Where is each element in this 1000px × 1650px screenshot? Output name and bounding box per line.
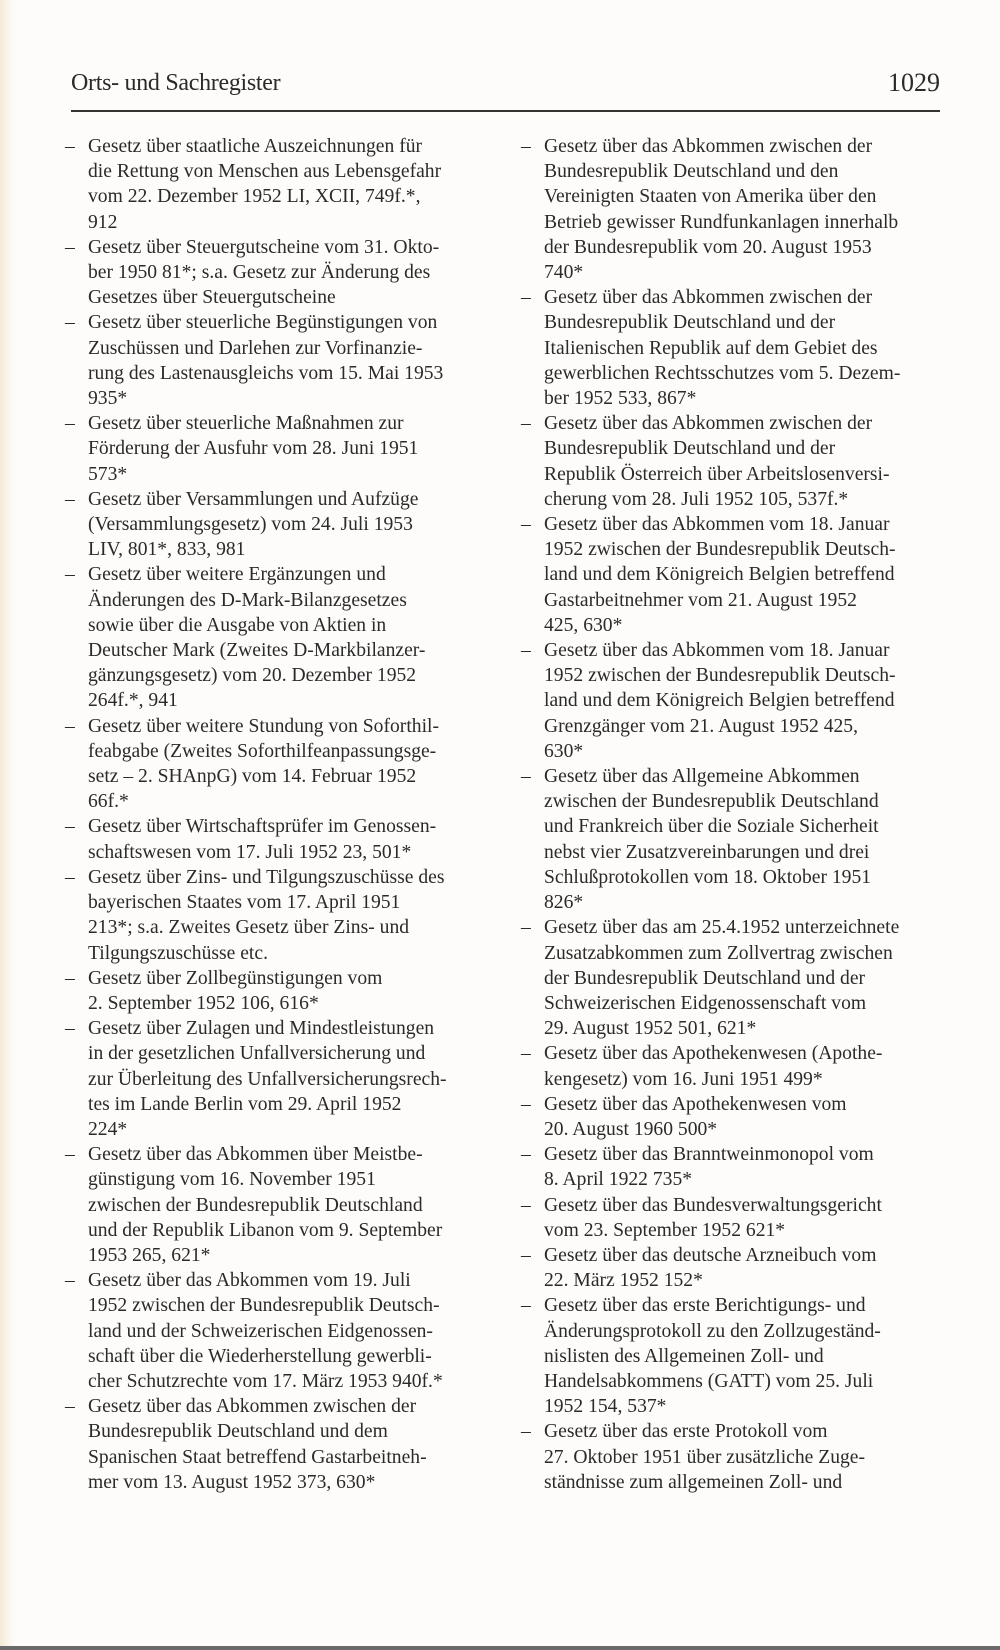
entry-dash: – <box>65 136 75 157</box>
entry-dash: – <box>521 640 531 662</box>
entry-text: Gesetz über das Abkommen vom 18. Januar 1952 zwischen der Bundesrepublik Deutsch- land und dem Königreich Belgien betreffend Grenzgänger vom 21. August 1952 425, 630* <box>544 640 896 762</box>
entry-text: Gesetz über Wirtschaftsprüfer im Genossen- schaftswesen vom 17. Juli 1952 23, 501* <box>88 816 437 863</box>
entry-dash: – <box>65 1270 75 1292</box>
index-entry <box>62 487 482 563</box>
index-entry <box>62 714 482 815</box>
index-entry <box>518 1041 948 1091</box>
entry-text: Gesetz über Zins- und Tilgungszuschüsse des bayerischen Staates vom 17. April 1951 213*; s.a. Zweites Gesetz über Zins- und Tilgungszuschüsse etc. <box>88 866 445 964</box>
index-entry <box>518 134 948 285</box>
index-entry <box>518 285 948 411</box>
entry-dash: – <box>521 136 531 157</box>
index-entry <box>518 1419 948 1495</box>
entry-dash: – <box>65 715 75 737</box>
entry-dash: – <box>65 488 75 510</box>
entry-text: Gesetz über Zulagen und Mindestleistungen in der gesetzlichen Unfallversicherung und zur Überleitung des Unfallversicherungsrech- tes im Lande Berlin vom 29. April 1952 224* <box>88 1018 447 1140</box>
index-entry <box>518 1193 948 1243</box>
page-edge-shadow <box>0 0 14 1650</box>
index-column-left <box>62 134 482 1495</box>
entry-dash: – <box>521 1043 531 1065</box>
entry-dash: – <box>521 1244 531 1266</box>
entry-text: Gesetz über das Bundesverwaltungsgericht vom 23. September 1952 621* <box>544 1194 882 1241</box>
entry-text: Gesetz über das am 25.4.1952 unterzeichnete Zusatzabkommen zum Zollvertrag zwischen der Bundesrepublik Deutschland und der Schweizerischen Eidgenossenschaft vom 29. August 1952 501, 621* <box>544 917 900 1040</box>
index-entry <box>62 814 482 864</box>
entry-dash: – <box>521 287 531 309</box>
entry-dash: – <box>521 514 531 536</box>
index-entry <box>62 1394 482 1495</box>
index-entry <box>518 1142 948 1192</box>
entry-text: Gesetz über das Abkommen zwischen der Bundesrepublik Deutschland und dem Spanischen Staat betreffend Gastarbeitneh- mer vom 13. August 1952 373, 630* <box>88 1396 427 1493</box>
running-header <box>71 66 940 112</box>
entry-dash: – <box>521 766 531 788</box>
entry-text: Gesetz über das Abkommen vom 19. Juli 1952 zwischen der Bundesrepublik Deutsch- land und der Schweizerischen Eidgenossen- schaft über die Wiederherstellung gewerbli- cher Schutzrechte vom 17. März 1953 940f.* <box>88 1270 443 1392</box>
entry-dash: – <box>65 967 75 989</box>
index-entry <box>518 1092 948 1142</box>
index-entry <box>518 411 948 512</box>
entry-dash: – <box>65 413 75 435</box>
entry-text: Gesetz über weitere Stundung von Soforthil- feabgabe (Zweites Soforthilfeanpassungsge- setz – 2. SHAnpG) vom 14. Februar 1952 66f.* <box>88 715 439 813</box>
index-entry <box>518 1293 948 1419</box>
entry-dash: – <box>65 1396 75 1418</box>
index-entry <box>518 638 948 764</box>
entry-text: Gesetz über das Abkommen zwischen der Bundesrepublik Deutschland und der Italienischen Republik auf dem Gebiet des gewerblichen Rechtsschutzes vom 5. Dezem- ber 1952 533, 867* <box>544 287 901 410</box>
entry-text: Gesetz über steuerliche Maßnahmen zur Förderung der Ausfuhr vom 28. Juni 1951 573* <box>88 413 419 485</box>
index-entry <box>518 764 948 915</box>
index-entry <box>62 1016 482 1142</box>
entry-dash: – <box>521 1093 531 1115</box>
entry-text: Gesetz über das Apothekenwesen vom 20. August 1960 500* <box>544 1093 847 1140</box>
entry-text: Gesetz über das Branntweinmonopol vom 8. April 1922 735* <box>544 1144 874 1191</box>
index-entry <box>62 310 482 411</box>
entry-text: Gesetz über steuerliche Begünstigungen von Zuschüssen und Darlehen zur Vorfinanzie- rung des Lastenausgleichs vom 15. Mai 1953 935* <box>88 312 444 410</box>
entry-text: Gesetz über Versammlungen und Aufzüge (Versammlungsgesetz) vom 24. Juli 1953 LIV, 801*, 833, 981 <box>88 488 419 561</box>
entry-text: Gesetz über das erste Protokoll vom 27. Oktober 1951 über zusätzliche Zuge- ständnisse zum allgemeinen Zoll- und <box>544 1421 866 1493</box>
entry-dash: – <box>521 1421 531 1443</box>
entry-text: Gesetz über weitere Ergänzungen und Änderungen des D-Mark-Bilanzgesetzes sowie über die Ausgabe von Aktien in Deutscher Mark (Zweites D-Markbilanzer- gänzungsgesetz) vom 20. Dezember 1952 264f.*, 941 <box>88 564 426 712</box>
index-entry <box>62 865 482 966</box>
index-entry <box>62 966 482 1016</box>
entry-dash: – <box>65 816 75 838</box>
index-entry <box>62 1142 482 1268</box>
index-entry <box>62 235 482 311</box>
bottom-border <box>0 1646 1000 1650</box>
index-entry <box>62 562 482 713</box>
entry-text: Gesetz über Steuergutscheine vom 31. Okto- ber 1950 81*; s.a. Gesetz zur Änderung des Gesetzes über Steuergutscheine <box>88 236 440 309</box>
index-entry <box>518 1243 948 1293</box>
entry-text: Gesetz über staatliche Auszeichnungen für die Rettung von Menschen aus Lebensgefahr vom 22. Dezember 1952 LI, XCII, 749f.*, 912 <box>88 136 442 233</box>
entry-dash: – <box>521 1144 531 1166</box>
entry-text: Gesetz über das Abkommen vom 18. Januar 1952 zwischen der Bundesrepublik Deutsch- land und dem Königreich Belgien betreffend Gastarbeitnehmer vom 21. August 1952 425, 630* <box>544 514 896 636</box>
entry-text: Gesetz über Zollbegünstigungen vom 2. September 1952 106, 616* <box>88 967 383 1014</box>
index-entry <box>62 134 482 235</box>
page-number: 1029 <box>888 68 940 97</box>
entry-dash: – <box>65 1018 75 1040</box>
section-title: Orts- und Sachregister <box>71 70 281 96</box>
entry-dash: – <box>65 866 75 888</box>
entry-text: Gesetz über das deutsche Arzneibuch vom 22. März 1952 152* <box>544 1244 877 1292</box>
index-entry <box>518 512 948 638</box>
index-entry <box>62 1268 482 1394</box>
entry-text: Gesetz über das Allgemeine Abkommen zwischen der Bundesrepublik Deutschland und Frankreich über die Soziale Sicherheit nebst vier Zusatzvereinbarungen und drei Schlußprotokollen vom 18. Oktober 1951 826* <box>544 766 879 914</box>
index-column-right <box>518 134 948 1495</box>
entry-text: Gesetz über das erste Berichtigungs- und Änderungsprotokoll zu den Zollzugeständ- nislisten des Allgemeinen Zoll- und Handelsabkommens (GATT) vom 25. Juli 1952 154, 537* <box>544 1295 881 1418</box>
entry-dash: – <box>65 1144 75 1166</box>
entry-dash: – <box>521 413 531 435</box>
entry-dash: – <box>65 312 75 334</box>
entry-text: Gesetz über das Abkommen zwischen der Bundesrepublik Deutschland und der Republik Österreich über Arbeitslosenversi- cherung vom 28. Juli 1952 105, 537f.* <box>544 413 890 510</box>
entry-dash: – <box>65 236 75 258</box>
entry-dash: – <box>521 1295 531 1317</box>
index-entry <box>518 915 948 1041</box>
entry-text: Gesetz über das Abkommen zwischen der Bundesrepublik Deutschland und den Vereinigten Staaten von Amerika über den Betrieb gewisser Rundfunkanlagen innerhalb der Bundesrepublik vom 20. August 1953 740* <box>544 136 899 284</box>
entry-dash: – <box>65 564 75 586</box>
entry-dash: – <box>521 917 531 939</box>
entry-text: Gesetz über das Abkommen über Meistbe- günstigung vom 16. November 1951 zwischen der Bundesrepublik Deutschland und der Republik Libanon vom 9. September 1953 265, 621* <box>88 1144 443 1266</box>
entry-text: Gesetz über das Apothekenwesen (Apothe- kengesetz) vom 16. Juni 1951 499* <box>544 1043 883 1090</box>
index-entry <box>62 411 482 487</box>
entry-dash: – <box>521 1194 531 1216</box>
